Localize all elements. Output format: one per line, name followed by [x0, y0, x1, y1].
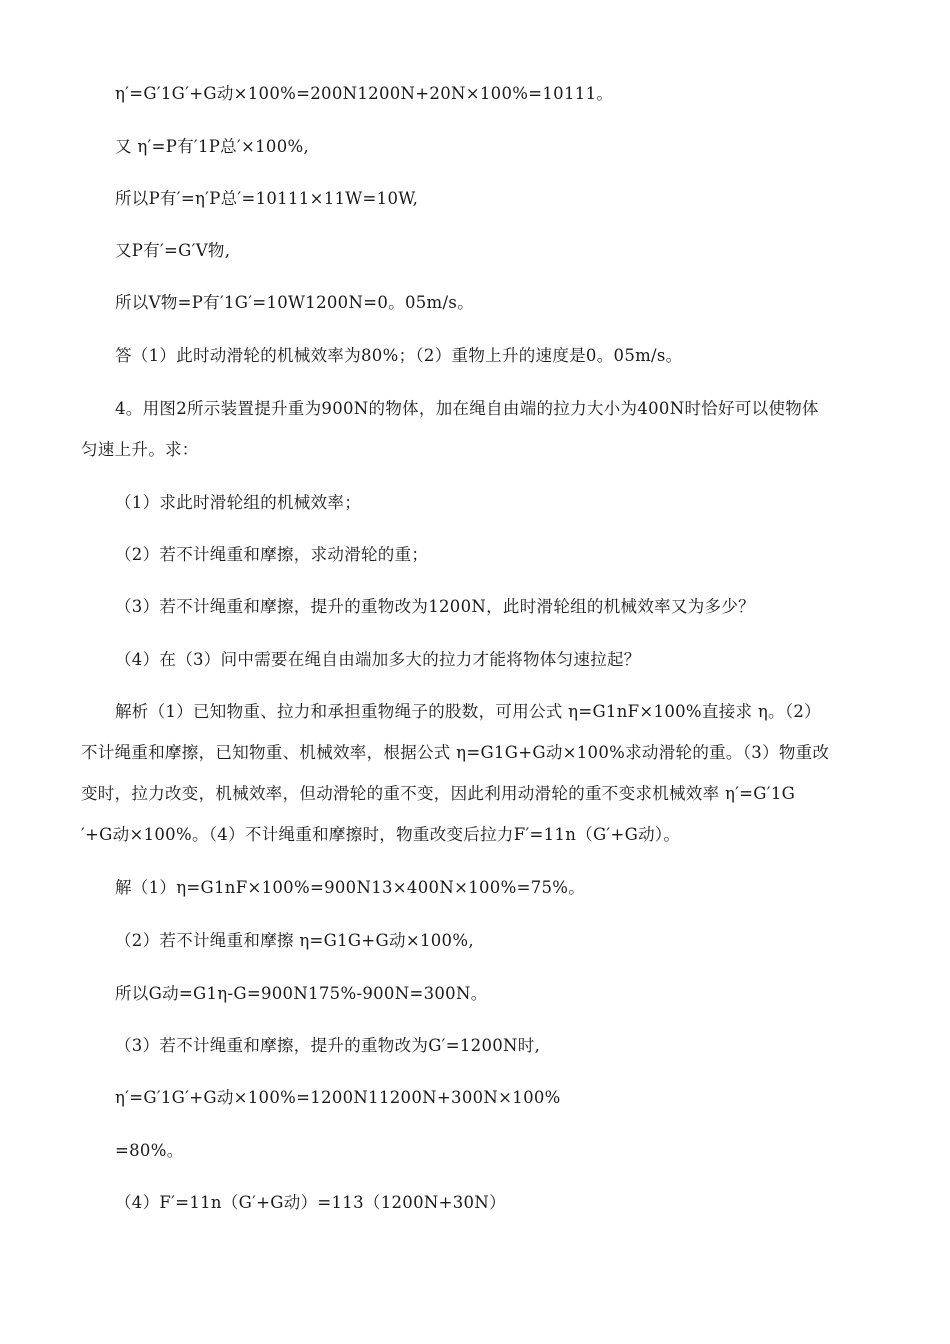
text-line: 答（1）此时动滑轮的机械效率为80%；（2）重物上升的速度是0。05m/s。: [115, 346, 683, 365]
text-line: 所以V物=P有′1G′=10W1200N=0。05m/s。: [115, 293, 474, 312]
text-line: 匀速上升。求：: [81, 440, 199, 459]
text-line: 4。用图2所示装置提升重为900N的物体，加在绳自由端的拉力大小为400N时恰好可以使物体: [115, 399, 819, 418]
text-line: 解析（1）已知物重、拉力和承担重物绳子的股数，可用公式 η=G1nF×100%直接求 η。（2）: [115, 702, 821, 721]
text-line: 不计绳重和摩擦，已知物重、机械效率，根据公式 η=G1G+G动×100%求动滑轮的重。（3）物重改: [81, 743, 830, 762]
text-line: （2）若不计绳重和摩擦 η=G1G+G动×100%,: [115, 931, 474, 950]
text-line: （4）在（3）问中需要在绳自由端加多大的拉力才能将物体匀速拉起？: [115, 650, 641, 669]
text-line: 所以P有′=η′P总′=10111×11W=10W,: [115, 189, 419, 208]
text-line: （4）F′=11n（G′+G动）=113（1200N+30N）: [115, 1193, 506, 1212]
text-line: 又 η′=P有′1P总′×100%,: [115, 137, 310, 156]
text-line: ′+G动×100%。（4）不计绳重和摩擦时，物重改变后拉力F′=11n（G′+G动）。: [81, 825, 681, 844]
text-line: （3）若不计绳重和摩擦，提升的重物改为1200N，此时滑轮组的机械效率又为多少？: [115, 597, 755, 616]
text-line: η′=G′1G′+G动×100%=200N1200N+20N×100%=10111。: [115, 84, 614, 103]
text-line: 所以G动=G1η-G=900N175%-900N=300N。: [115, 984, 488, 1003]
text-line: （1）求此时滑轮组的机械效率；: [115, 493, 361, 512]
text-line: （3）若不计绳重和摩擦，提升的重物改为G′=1200N时,: [115, 1036, 541, 1055]
text-line: η′=G′1G′+G动×100%=1200N11200N+300N×100%: [115, 1088, 561, 1107]
text-line: （2）若不计绳重和摩擦，求动滑轮的重；: [115, 545, 429, 564]
text-line: 解（1）η=G1nF×100%=900N13×400N×100%=75%。: [115, 878, 586, 897]
text-line: =80%。: [115, 1141, 184, 1160]
text-line: 又P有′=G′V物,: [115, 241, 231, 260]
text-line: 变时，拉力改变，机械效率，但动滑轮的重不变，因此利用动滑轮的重不变求机械效率 η′=G′1G: [81, 784, 796, 803]
